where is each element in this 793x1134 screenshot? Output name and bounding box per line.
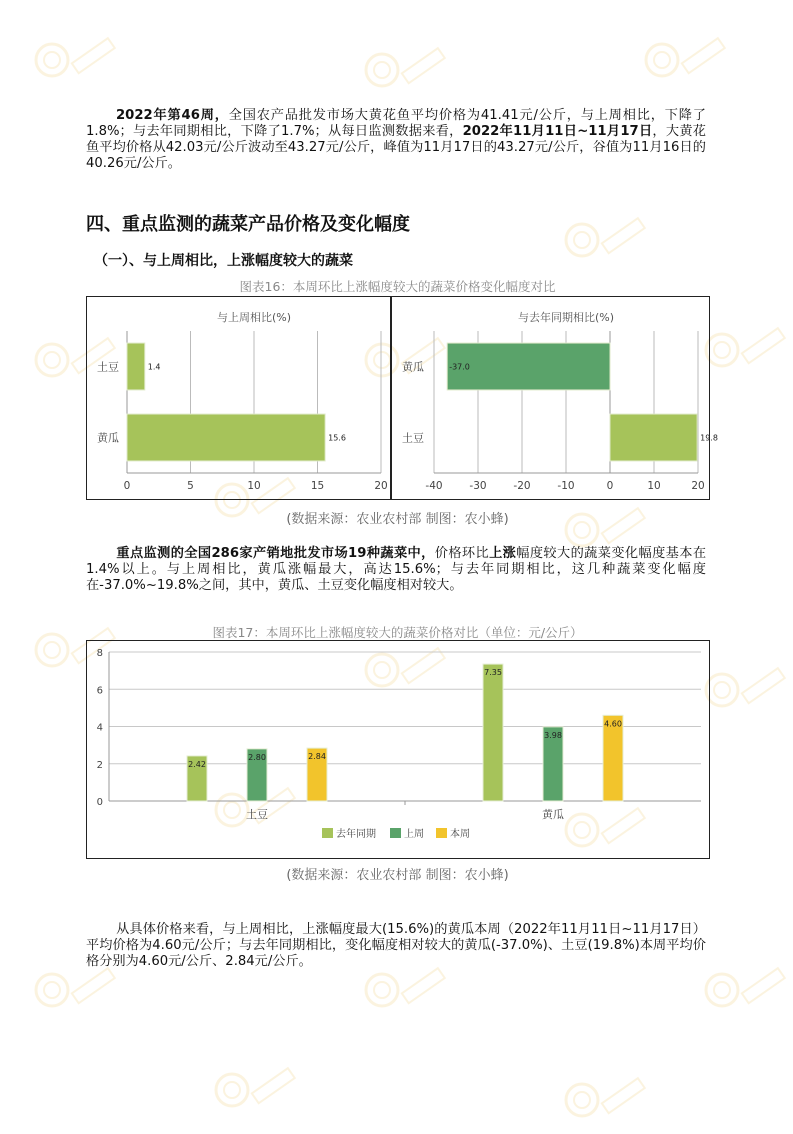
data-label: 3.98 bbox=[544, 730, 562, 740]
paragraph-text: 价格环比 bbox=[434, 546, 490, 561]
bee-icon bbox=[640, 30, 730, 90]
category-label: 土豆 bbox=[97, 360, 119, 374]
bar bbox=[447, 343, 610, 390]
category-label: 土豆 bbox=[402, 431, 424, 445]
category-label: 黄瓜 bbox=[97, 431, 119, 445]
paragraph-fish-price bbox=[86, 108, 706, 172]
sub-heading: （一）、与上周相比，上涨幅度较大的蔬菜 bbox=[94, 253, 353, 269]
x-tick-label: -10 bbox=[557, 480, 575, 492]
x-tick-label: 20 bbox=[691, 480, 705, 492]
bold-text: 重点监测的全国286家产销地批发市场19种蔬菜中， bbox=[116, 546, 435, 561]
figure16-caption: 图表16：本周环比上涨幅度较大的蔬菜价格变化幅度对比 bbox=[239, 279, 556, 294]
bee-icon bbox=[30, 30, 120, 90]
watermark-logo bbox=[700, 660, 790, 724]
paragraph-text: 从具体价格来看，与上周相比，上涨幅度最大(15.6%)的黄瓜本周（2022年11月11日~11月17日）平均价格为4.60元/公斤；与去年同期相比，变化幅度相对较大的黄瓜(-37.0%)、土豆(19.8%)本周平均价格分别为4.60元/公斤、2.84元/公斤。 bbox=[86, 922, 706, 969]
paragraph-vegetable-summary bbox=[86, 546, 706, 594]
y-tick-label: 6 bbox=[96, 685, 103, 697]
figure17-caption: 图表17：本周环比上涨幅度较大的蔬菜价格对比（单位：元/公斤） bbox=[212, 625, 583, 640]
chart-price-comparison bbox=[86, 640, 710, 859]
watermark-logo bbox=[560, 210, 650, 274]
watermark-logo bbox=[210, 1060, 300, 1124]
category-label: 黄瓜 bbox=[402, 360, 424, 374]
y-tick-label: 4 bbox=[96, 722, 103, 734]
y-tick-label: 2 bbox=[96, 759, 103, 771]
chart-price-comparison-svg bbox=[87, 641, 709, 858]
x-tick-label: 0 bbox=[606, 480, 614, 492]
watermark-logo bbox=[700, 320, 790, 384]
x-tick-label: -40 bbox=[425, 480, 443, 492]
data-label: 2.42 bbox=[188, 759, 206, 769]
x-tick-label: 0 bbox=[123, 480, 131, 492]
watermark-logo bbox=[360, 40, 450, 104]
paragraph-text: 全国农产品批发市场大黄花鱼平均价格为41.41元/公斤，与上周相比，下降了1.8%；与去年同期相比，下降了1.7%；从每日监测数据来看， bbox=[86, 108, 706, 139]
date-range: 2022年11月11日~11月17日 bbox=[462, 124, 653, 139]
data-label: 19.8 bbox=[700, 433, 718, 443]
watermark-logo bbox=[30, 30, 120, 94]
section-heading: 四、重点监测的蔬菜产品价格及变化幅度 bbox=[86, 214, 410, 235]
category-label: 黄瓜 bbox=[542, 808, 564, 821]
y-tick-label: 8 bbox=[96, 648, 103, 659]
legend-label: 上周 bbox=[404, 829, 424, 840]
data-label: 4.60 bbox=[604, 719, 622, 729]
bar bbox=[127, 343, 145, 390]
bee-icon bbox=[700, 960, 790, 1020]
data-label: 1.4 bbox=[147, 362, 161, 372]
bar bbox=[127, 414, 325, 461]
data-label: 2.84 bbox=[308, 752, 326, 762]
watermark-logo bbox=[560, 1070, 650, 1134]
data-label: 15.6 bbox=[328, 433, 346, 443]
x-tick-label: 15 bbox=[310, 480, 325, 492]
data-label: 2.80 bbox=[248, 752, 266, 762]
x-tick-label: -20 bbox=[513, 480, 531, 492]
bold-text: 上涨 bbox=[489, 546, 517, 561]
chart-weekly-change bbox=[86, 296, 391, 500]
bee-icon bbox=[700, 320, 790, 380]
legend-label: 本周 bbox=[450, 829, 470, 840]
paragraph-text: ，大黄花鱼平均价格从42.03元/公斤波动至43.27元/公斤，峰值为11月17日的43.27元/公斤，谷值为11月16日的40.26元/公斤。 bbox=[86, 124, 706, 171]
x-tick-label: -30 bbox=[469, 480, 487, 492]
chart-title: 与去年同期相比(%) bbox=[517, 311, 615, 324]
legend-swatch bbox=[390, 828, 401, 838]
legend-label: 去年同期 bbox=[336, 829, 376, 840]
category-label: 土豆 bbox=[246, 808, 268, 821]
bee-icon bbox=[210, 1060, 300, 1120]
week-label: 2022年第46周， bbox=[116, 108, 229, 123]
chart-yearly-change-svg bbox=[392, 297, 718, 499]
chart-weekly-change-svg bbox=[87, 297, 390, 499]
chart-title: 与上周相比(%) bbox=[216, 311, 292, 324]
x-tick-label: 20 bbox=[374, 480, 388, 492]
x-tick-label: 10 bbox=[247, 480, 261, 492]
bee-icon bbox=[700, 660, 790, 720]
watermark-logo bbox=[640, 30, 730, 94]
data-label: 7.35 bbox=[484, 668, 502, 678]
paragraph-text: 幅度较大的蔬菜变化幅度基本在1.4%以上。与上周相比，黄瓜涨幅最大，高达15.6%；与去年同期相比，这几种蔬菜变化幅度在-37.0%~19.8%之间，其中，黄瓜、土豆变化幅度相对较大。 bbox=[86, 546, 707, 593]
bar bbox=[610, 414, 697, 461]
watermark-logo bbox=[700, 960, 790, 1024]
chart-yearly-change bbox=[391, 296, 718, 500]
y-tick-label: 0 bbox=[96, 797, 103, 808]
figure16-source: (数据来源：农业农村部 制图：农小蜂) bbox=[286, 512, 509, 527]
x-tick-label: 10 bbox=[647, 480, 661, 492]
bee-icon bbox=[360, 40, 450, 100]
figure17-source: (数据来源：农业农村部 制图：农小蜂) bbox=[286, 868, 509, 883]
paragraph-price-detail bbox=[86, 922, 706, 970]
x-tick-label: 5 bbox=[187, 480, 194, 492]
legend-swatch bbox=[322, 828, 333, 838]
bee-icon bbox=[560, 1070, 650, 1130]
data-label: -37.0 bbox=[449, 362, 470, 372]
legend-swatch bbox=[436, 828, 447, 838]
bar bbox=[483, 664, 503, 801]
bee-icon bbox=[560, 210, 650, 270]
